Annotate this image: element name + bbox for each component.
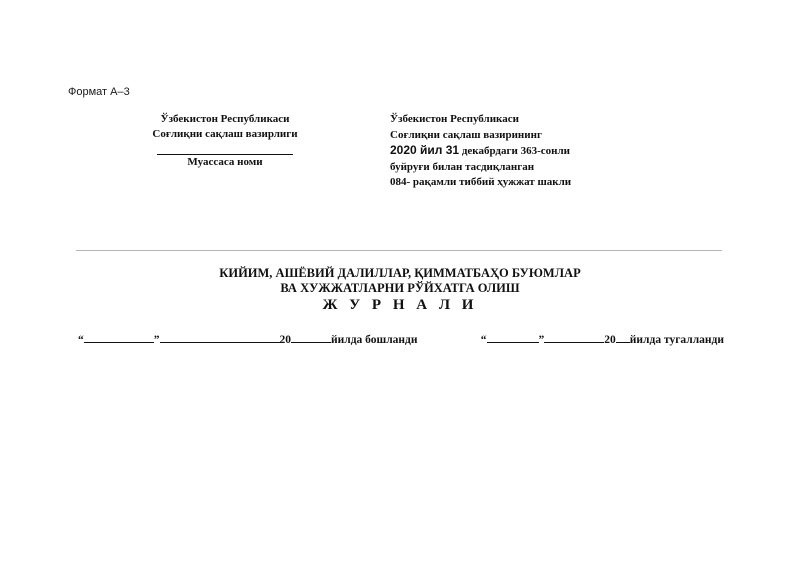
start-label: йилда бошланди <box>331 334 418 346</box>
divider-line <box>76 250 722 251</box>
republic-name: Ўзбекистон Республикаси <box>160 113 290 125</box>
ministry-name: Соғлиқни сақлаш вазирлиги <box>152 128 298 140</box>
format-label: Формат А–3 <box>68 86 130 98</box>
approval-year: 2020 йил 31 <box>390 143 460 157</box>
start-close-quote: ” <box>153 334 160 346</box>
institution-name-label: Муассаса номи <box>187 156 263 168</box>
start-open-quote: “ <box>78 334 84 346</box>
start-month-blank <box>160 332 280 343</box>
approval-form-number: 084- рақамли тиббий ҳужжат шакли <box>390 176 572 188</box>
approval-republic: Ўзбекистон Республикаси <box>390 113 519 125</box>
end-day-blank <box>487 332 539 343</box>
journal-dates-row <box>78 332 724 346</box>
end-open-quote: “ <box>480 334 487 346</box>
start-year-blank <box>291 332 331 343</box>
approval-order-line: буйруғи билан тасдиқланган <box>390 160 535 173</box>
approval-order-number: декабрдаги 363-сонли <box>459 145 570 157</box>
approval-date-line <box>390 143 650 160</box>
end-month-blank <box>544 332 604 343</box>
end-year-blank <box>616 332 630 343</box>
end-close-quote: ” <box>538 334 545 346</box>
title-line-2: ВА ХУЖЖАТЛАРНИ РЎЙХАТГА ОЛИШ <box>280 281 520 295</box>
end-century: 20 <box>604 334 616 346</box>
end-date-field <box>481 332 724 346</box>
ministry-header <box>130 112 320 170</box>
start-century: 20 <box>279 334 291 346</box>
document-title <box>0 266 800 315</box>
title-line-1: КИЙИМ, АШЁВИЙ ДАЛИЛЛАР, ҚИММАТБАҲО БУЮМЛАР <box>219 266 581 280</box>
institution-name-blank <box>157 142 293 155</box>
start-date-field <box>78 332 417 346</box>
approval-header <box>390 112 650 191</box>
end-label: йилда тугалланди <box>629 334 724 346</box>
approval-ministry: Соғлиқни сақлаш вазирининг <box>390 128 542 141</box>
start-day-blank <box>84 332 154 343</box>
journal-title: Ж У Р Н А Л И <box>322 297 478 313</box>
